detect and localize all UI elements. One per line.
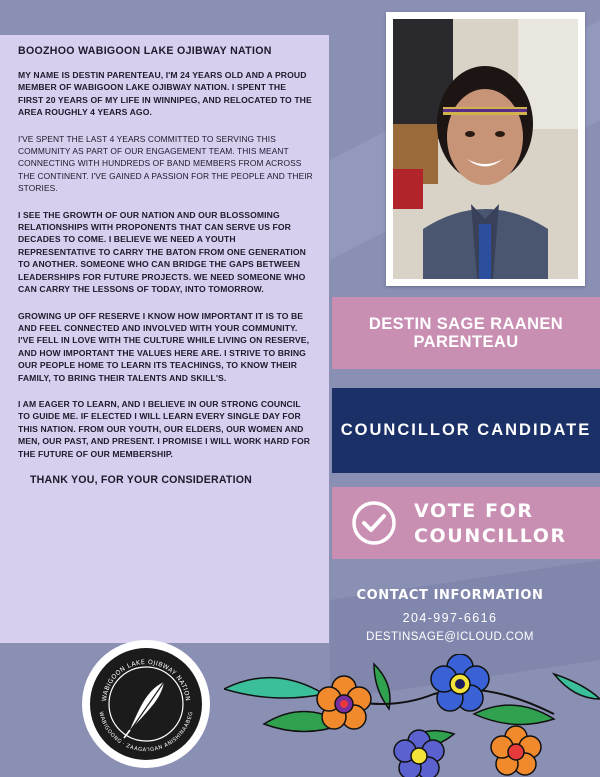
candidate-name: DESTIN SAGE RAANEN PARENTEAU: [368, 315, 564, 351]
candidate-photo-frame: [386, 12, 585, 286]
candidate-photo: [393, 19, 578, 279]
vote-banner: [332, 487, 600, 559]
candidate-role: COUNCILLOR CANDIDATE: [340, 421, 592, 439]
letter-paragraph-4: GROWING UP OFF RESERVE I KNOW HOW IMPORTANT IT IS TO BE AND FEEL CONNECTED AND INVOLVED WITH YOUR COMMUNITY. I'VE FELL IN LOVE WITH THE CULTURE WHILE LIVING ON RESERVE, AND HOW IMPORTANT THE VALUES HERE ARE. I STRIVE TO BRING OUR PEOPLE HOME TO LEARN ITS TEACHINGS, TO KNOW THEIR FAMILY, TO BRING THEIR TALENTS AND SKILL'S.: [18, 310, 310, 383]
contact-email[interactable]: DESTINSAGE@ICLOUD.COM: [366, 631, 534, 643]
letter-paragraph-5: I AM EAGER TO LEARN, AND I BELIEVE IN OUR STRONG COUNCIL TO GUIDE ME. IF ELECTED I WILL LEARN EVERY SINGLE DAY FOR THIS NATION. FROM OUR YOUTH, OUR ELDERS, OUR WOMEN AND MEN, OUR PAST, AND PRESENT. I PROMISE I WILL WORK HARD FOR THE FUTURE OF OUR MEMBERSHIP.: [18, 398, 311, 459]
nation-seal: [80, 638, 212, 770]
flower-orange: [317, 676, 371, 729]
letter-greeting: BOOZHOO WABIGOON LAKE OJIBWAY NATION: [18, 45, 272, 57]
letter-paragraph-2: I'VE SPENT THE LAST 4 YEARS COMMITTED TO SERVING THIS COMMUNITY AS PART OF OUR ENGAGEMENT TEAM. THIS MEANT CONNECTING WITH HUNDREDS OF BAND MEMBERS FROM ACROSS THE CONTINENT. I'VE GAINED A PASSION FOR THE PEOPLE AND THEIR STORIES.: [18, 133, 313, 194]
letter-paragraph-1: MY NAME IS DESTIN PARENTEAU, I'M 24 YEARS OLD AND A PROUD MEMBER OF WABIGOON LAKE OJIBWAY NATION. I SPENT THE FIRST 20 YEARS OF MY LIFE IN WINNIPEG, AND RELOCATED TO THE AREA ROUGHLY 4 YEARS AGO.: [18, 70, 312, 118]
contact-phone[interactable]: 204-997-6616: [402, 611, 498, 625]
flower-orange-2: [491, 726, 541, 775]
seal-bottom-text: WABIGOONG · ZAAGA'IGAN ANISHINAABEG: [97, 711, 195, 754]
letter-panel: [0, 35, 329, 643]
candidate-name-banner: [332, 297, 600, 369]
vote-text: VOTE FOR COUNCILLOR: [414, 500, 567, 547]
floral-decoration: [224, 654, 600, 777]
contact-title: CONTACT INFORMATION: [356, 588, 544, 603]
letter-closing: THANK YOU, FOR YOUR CONSIDERATION: [30, 473, 253, 486]
flower-blue: [431, 654, 489, 711]
seal-top-text: WABIGOON LAKE OJIBWAY NATION: [101, 658, 191, 702]
letter-paragraph-3: I SEE THE GROWTH OF OUR NATION AND OUR BLOSSOMING RELATIONSHIPS WITH PROPONENTS THAT CAN SERVE US FOR DECADES TO COME. I BELIEVE WE NEED A YOUTH REPRESENTATIVE TO CARRY THE BATON FROM ONE GENERATION TO ANOTHER. SOMEONE WHO CAN BRIDGE THE GAPS BETWEEN LEADERSHIPS FOR FUTURE PROJECTS. WE NEED SOMEONE WHO CAN CARRY THE LESSONS OF TODAY, INTO TOMORROW.: [18, 209, 306, 295]
contact-section: [335, 588, 565, 643]
check-circle-icon: [351, 500, 397, 546]
candidate-role-banner: [332, 388, 600, 473]
